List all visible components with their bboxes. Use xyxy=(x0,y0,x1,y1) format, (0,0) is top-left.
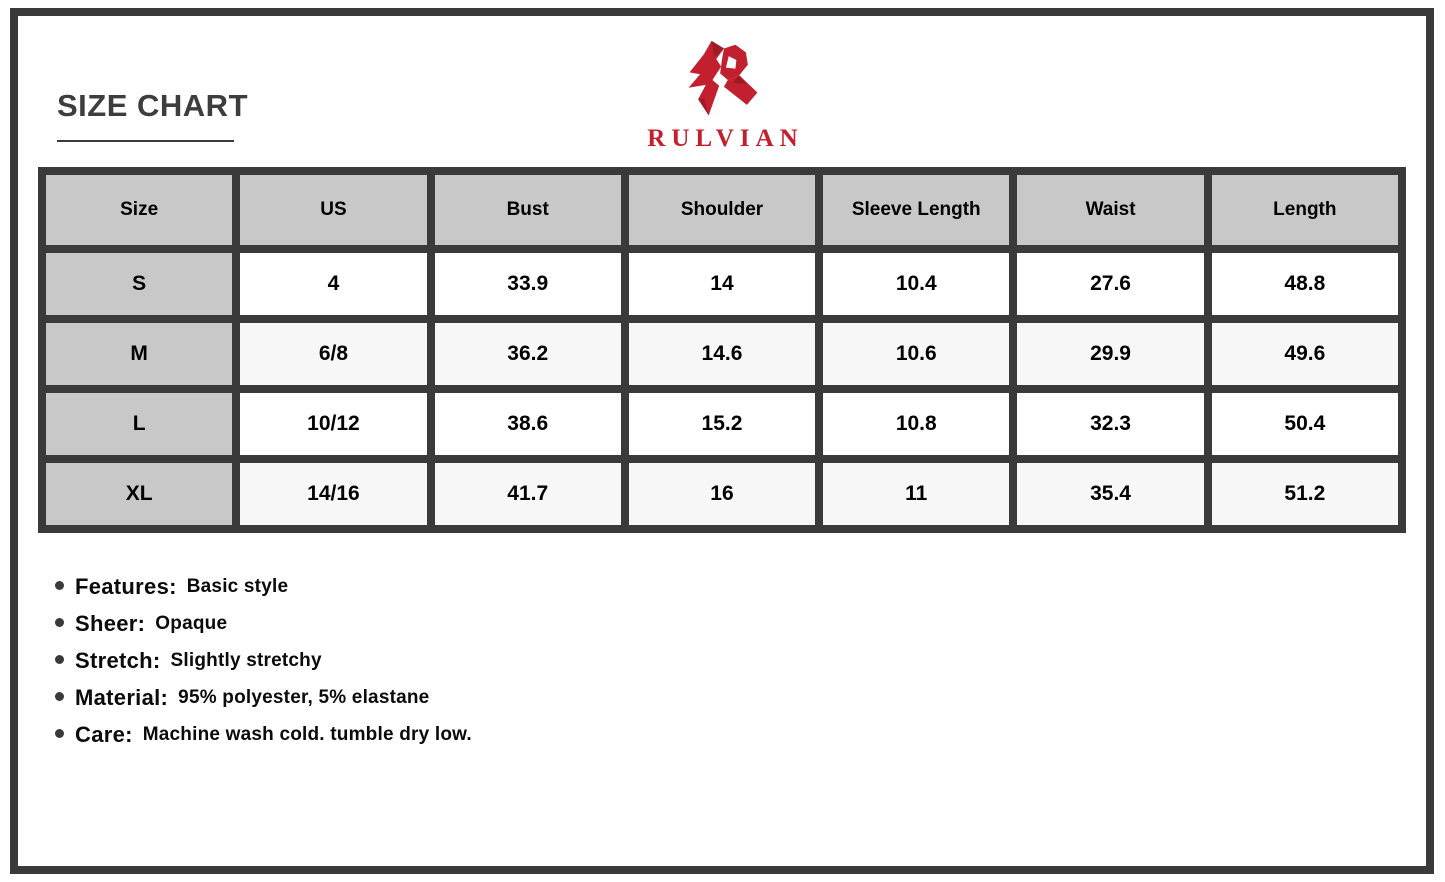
value-cell: 33.9 xyxy=(435,253,621,315)
value-cell: 11 xyxy=(823,463,1009,525)
value-cell: 4 xyxy=(240,253,426,315)
column-header-shoulder: Shoulder xyxy=(629,175,815,245)
value-cell: 51.2 xyxy=(1212,463,1398,525)
size-cell: M xyxy=(46,323,232,385)
value-cell: 10.6 xyxy=(823,323,1009,385)
detail-value: Basic style xyxy=(186,576,289,597)
detail-item-stretch xyxy=(55,649,472,673)
table-row-l xyxy=(46,393,1398,455)
value-cell: 38.6 xyxy=(435,393,621,455)
column-header-waist: Waist xyxy=(1017,175,1203,245)
value-cell: 16 xyxy=(629,463,815,525)
column-header-size: Size xyxy=(46,175,232,245)
table-row-m xyxy=(46,323,1398,385)
size-table-header xyxy=(46,175,1398,245)
brand-block xyxy=(0,38,1445,153)
bullet-icon xyxy=(55,655,64,664)
value-cell: 14.6 xyxy=(629,323,815,385)
detail-label: Care: xyxy=(75,722,133,747)
value-cell: 29.9 xyxy=(1017,323,1203,385)
detail-item-features xyxy=(55,575,472,599)
size-cell: L xyxy=(46,393,232,455)
brand-logo-icon xyxy=(680,38,766,124)
bullet-icon xyxy=(55,692,64,701)
size-table xyxy=(38,167,1406,533)
detail-item-sheer xyxy=(55,612,472,636)
detail-value: Machine wash cold. tumble dry low. xyxy=(142,724,472,745)
table-row-s xyxy=(46,253,1398,315)
column-header-bust: Bust xyxy=(435,175,621,245)
value-cell: 27.6 xyxy=(1017,253,1203,315)
detail-item-care xyxy=(55,723,472,747)
column-header-sleeve-length: Sleeve Length xyxy=(823,175,1009,245)
column-header-us: US xyxy=(240,175,426,245)
value-cell: 49.6 xyxy=(1212,323,1398,385)
bullet-icon xyxy=(55,581,64,590)
detail-item-material xyxy=(55,686,472,710)
value-cell: 6/8 xyxy=(240,323,426,385)
size-cell: XL xyxy=(46,463,232,525)
value-cell: 48.8 xyxy=(1212,253,1398,315)
bullet-icon xyxy=(55,729,64,738)
column-header-length: Length xyxy=(1212,175,1398,245)
header-row xyxy=(46,175,1398,245)
detail-label: Sheer: xyxy=(75,611,146,636)
value-cell: 10.8 xyxy=(823,393,1009,455)
detail-value: Slightly stretchy xyxy=(170,650,322,671)
value-cell: 15.2 xyxy=(629,393,815,455)
value-cell: 14/16 xyxy=(240,463,426,525)
page-title: SIZE CHART xyxy=(57,88,248,123)
detail-value: 95% polyester, 5% elastane xyxy=(178,687,430,708)
size-cell: S xyxy=(46,253,232,315)
value-cell: 35.4 xyxy=(1017,463,1203,525)
value-cell: 41.7 xyxy=(435,463,621,525)
detail-label: Features: xyxy=(75,574,177,599)
value-cell: 14 xyxy=(629,253,815,315)
detail-value: Opaque xyxy=(155,613,228,634)
brand-name: RULVIAN xyxy=(647,125,804,152)
value-cell: 32.3 xyxy=(1017,393,1203,455)
detail-label: Material: xyxy=(75,685,169,710)
value-cell: 36.2 xyxy=(435,323,621,385)
value-cell: 50.4 xyxy=(1212,393,1398,455)
bullet-icon xyxy=(55,618,64,627)
value-cell: 10/12 xyxy=(240,393,426,455)
detail-label: Stretch: xyxy=(75,648,161,673)
value-cell: 10.4 xyxy=(823,253,1009,315)
table-row-xl xyxy=(46,463,1398,525)
product-details-list xyxy=(55,575,472,760)
